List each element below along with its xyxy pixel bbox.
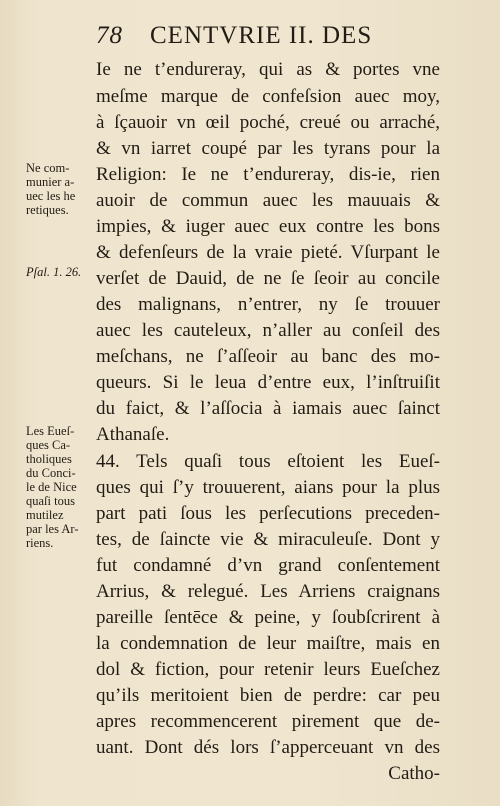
margin-note-line: mutilez <box>26 508 64 522</box>
page-number: 78 <box>96 22 123 49</box>
text-line: 44. Tels quaſi tous eſtoient les Eueſ- <box>96 451 440 472</box>
margin-note-line: Pſal. 1. 26. <box>26 265 82 279</box>
text-line: à ſçauoir vn œil poché, creué ou arraché, <box>96 112 440 133</box>
margin-note-line: ques Ca- <box>26 438 71 452</box>
text-line: auec les cauteleux, n’aller au conſeil des <box>96 320 440 341</box>
margin-note-line: riens. <box>26 536 54 550</box>
margin-note-line: retiques. <box>26 203 69 217</box>
text-line: Arrius, & relegué. Les Arriens craignans <box>96 581 440 602</box>
text-line: part pati ſous les perſecutions preceden- <box>96 503 440 524</box>
text-line: queurs. Si le leua d’entre eux, l’inſtruiſit <box>96 372 440 393</box>
text-line: dol & fiction, pour retenir leurs Eueſchez <box>96 659 440 680</box>
text-line: meſchans, ne ſ’aſſeoir au banc des mo- <box>96 346 440 367</box>
text-line: qu’ils meritoient bien de perdre: car peu <box>96 685 440 706</box>
text-line: fut condamné d’vn grand conſentement <box>96 555 440 576</box>
running-header <box>96 22 480 56</box>
margin-note-line: du Conci- <box>26 466 76 480</box>
margin-note-line: tholiques <box>26 452 72 466</box>
text-line: Athanaſe. <box>96 424 170 445</box>
text-line: ques qui ſ’y trouuerent, aians pour la plus <box>96 477 440 498</box>
text-line: meſme marque de confeſsion auec moy, <box>96 86 440 107</box>
catchword: Catho- <box>388 763 440 784</box>
text-line: Ie ne t’endureray, qui as & portes vne <box>96 59 440 80</box>
text-line: & vn iarret coupé par les tyrans pour la <box>96 138 440 159</box>
text-line: la condemnation de leur maiſtre, mais en <box>96 633 440 654</box>
text-line: impies, & iuger auec eux contre les bons <box>96 216 440 237</box>
margin-note-line: Ne com- <box>26 161 70 175</box>
margin-note <box>26 424 96 550</box>
margin-note-line: Les Eueſ- <box>26 424 75 438</box>
margin-note-line: munier a- <box>26 175 75 189</box>
running-title: CENTVRIE II. DES <box>150 22 373 49</box>
text-line: uant. Dont dés lors ſ’apperceuant vn des <box>96 737 440 758</box>
margin-note <box>26 265 96 279</box>
margin-note-line: uec les he <box>26 189 76 203</box>
text-line: auoir de commun auec les mauuais & <box>96 190 440 211</box>
text-line: des malignans, n’entrer, ny ſe trouuer <box>96 294 440 315</box>
text-line: & defenſeurs de la vraie pieté. Vſurpant le <box>96 242 440 263</box>
text-line: du faict, & l’aſſocia à iamais auec ſainct <box>96 398 440 419</box>
text-line: Religion: Ie ne t’endureray, dis-ie, rien <box>96 164 440 185</box>
text-line: pareille ſentēce & peine, y ſoubſcrirent à <box>96 607 440 628</box>
margin-note-line: par les Ar- <box>26 522 79 536</box>
margin-note-line: quaſi tous <box>26 494 75 508</box>
text-line: verſet de Dauid, de ne ſe ſeoir au concile <box>96 268 440 289</box>
margin-note <box>26 161 96 217</box>
text-line: tes, de ſaincte vie & miraculeuſe. Dont y <box>96 529 440 550</box>
margin-note-line: le de Nice <box>26 480 77 494</box>
text-line: apres recommencerent pirement que de- <box>96 711 440 732</box>
